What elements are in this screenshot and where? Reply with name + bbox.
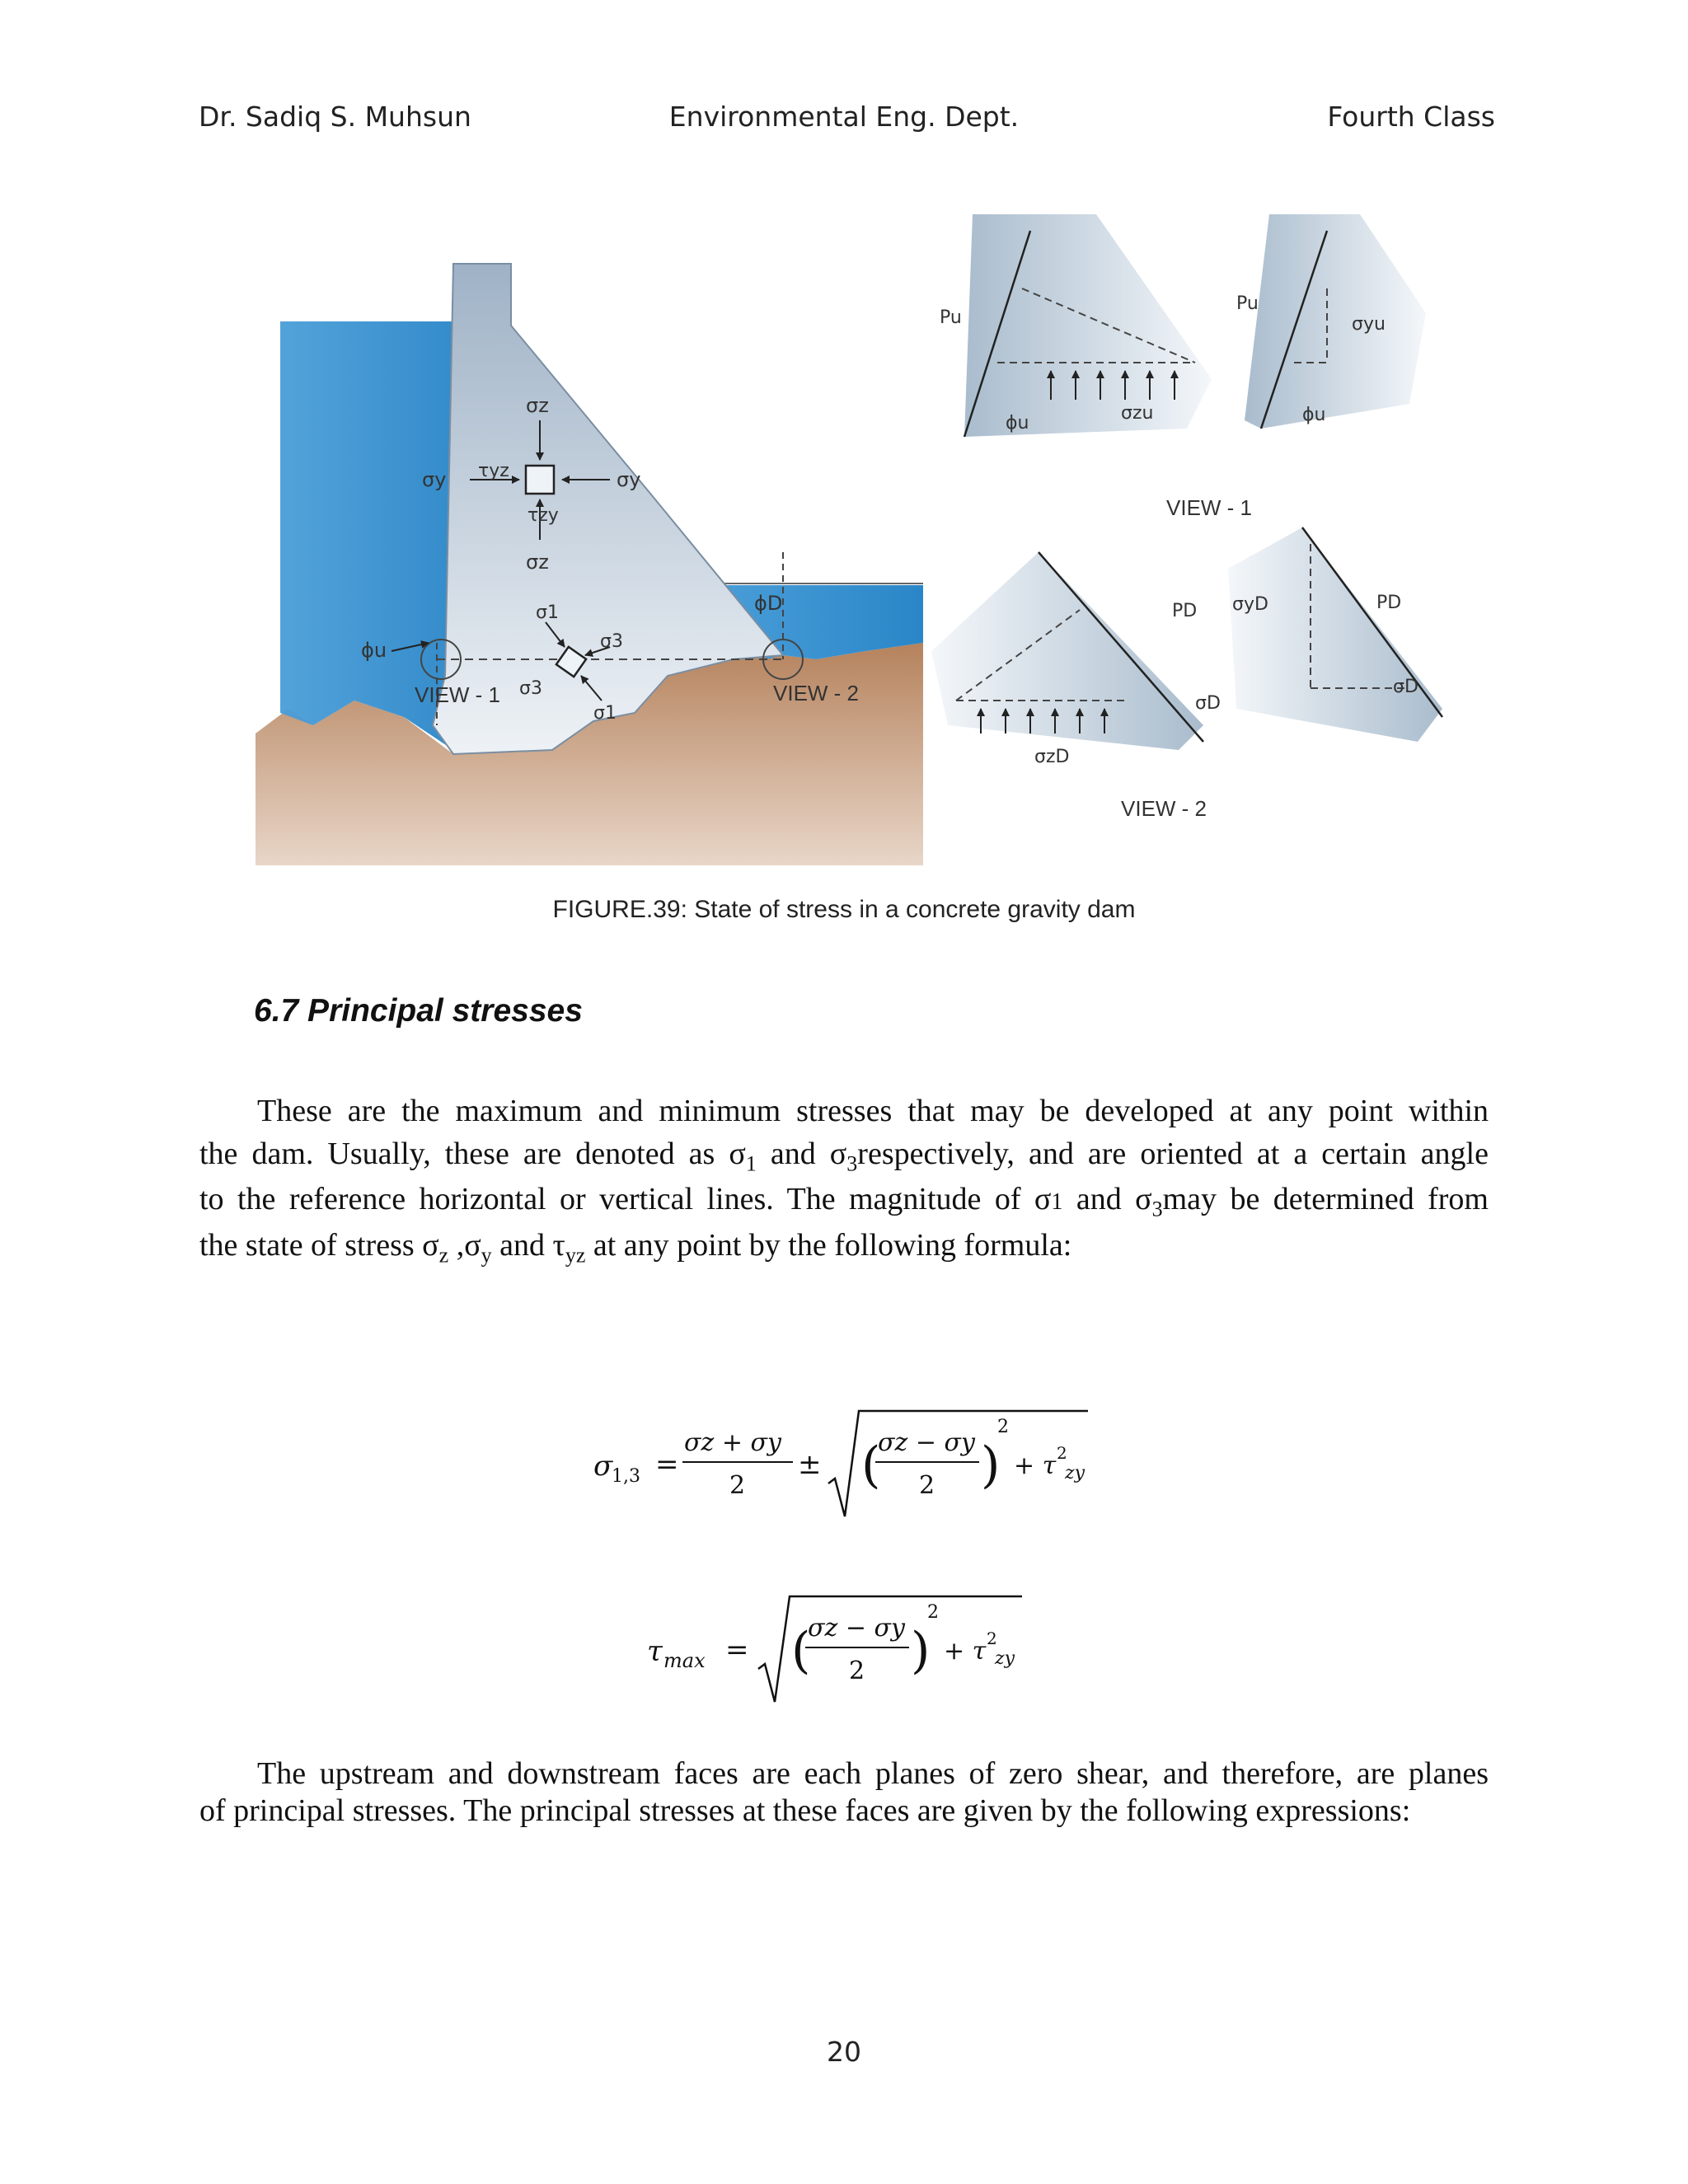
svg-text:σz + σy: σz + σy [684, 1428, 781, 1457]
svg-text:τ: τ [647, 1635, 663, 1668]
label-sigma-1-top: σ1 [536, 602, 559, 623]
page-number: 20 [827, 2036, 861, 2068]
label-sigma-d-view2b: σD [1393, 677, 1418, 697]
header-author: Dr. Sadiq S. Muhsun [199, 101, 471, 133]
svg-text:(: ( [791, 1622, 811, 1680]
para2-line1: The upstream and downstream faces are each planes of zero shear, and therefore, are planes [257, 1756, 1489, 1791]
svg-text:1,3: 1,3 [612, 1466, 640, 1487]
view-1-label: VIEW - 1 [415, 682, 501, 707]
label-p-d-view2b: PD [1376, 593, 1402, 613]
label-phi-u: ϕu [361, 639, 387, 662]
para1-line3: to the reference horizontal or vertical lines. The magnitude of σ1 and $\sigma_3may$ be determined from [199, 1182, 1489, 1221]
label-sigma-zu: σzu [1121, 403, 1154, 424]
para1-line1: These are the maximum and minimum stresses that may be developed at any point within [257, 1094, 1489, 1128]
svg-text:±: ± [798, 1448, 822, 1481]
caption-prefix: FIGURE [552, 896, 646, 923]
paragraph-zero-shear [199, 1755, 1489, 1830]
label-sigma-y-left: σy [422, 468, 447, 491]
svg-text:2: 2 [849, 1657, 865, 1685]
label-phi-d: ϕD [754, 592, 783, 615]
section-heading: 6.7 Principal stresses [254, 993, 583, 1029]
label-sigma-3-left: σ3 [519, 678, 542, 699]
label-sigma-z-bottom: σz [526, 551, 549, 574]
label-sigma-1-bottom: σ1 [593, 703, 617, 724]
svg-text:(: ( [861, 1436, 881, 1494]
svg-text:+ τ: + τ [1014, 1451, 1057, 1480]
para1-line2: the dam. Usually, these are denoted as $\sigma_1$ and $\sigma_3respectively$, and are oriented at a certain angle [199, 1137, 1489, 1176]
figure-caption [0, 896, 1688, 924]
stress-element [526, 466, 554, 494]
label-p-u-view1a: Pu [940, 307, 962, 328]
label-sigma-d-view2a: σD [1195, 693, 1221, 714]
paragraph-principal-stresses [199, 1092, 1489, 1267]
label-sigma-y-right: σy [617, 468, 641, 491]
caption-text: .39: State of stress in a concrete gravity dam [645, 896, 1136, 923]
view-2-label: VIEW - 2 [773, 681, 860, 705]
svg-text:): ) [981, 1436, 1001, 1494]
svg-text:2: 2 [997, 1417, 1009, 1437]
para2-line2: of principal stresses. The principal stresses at these faces are given by the following expressions: [199, 1793, 1411, 1828]
label-sigma-z-top: σz [526, 394, 549, 417]
svg-text:+ τ: + τ [944, 1637, 987, 1666]
svg-text:2: 2 [729, 1471, 746, 1500]
equation-max-shear [643, 1578, 1071, 1710]
svg-text:): ) [911, 1622, 931, 1680]
label-sigma-zd: σzD [1034, 747, 1070, 767]
svg-text:2: 2 [927, 1602, 939, 1623]
label-p-u-view1b: Pu [1236, 293, 1259, 314]
dam-stress-figure [239, 214, 1475, 882]
svg-text:=: = [725, 1633, 749, 1666]
view-2-panel-label: VIEW - 2 [1121, 796, 1207, 821]
view-1-panel-label: VIEW - 1 [1166, 495, 1253, 520]
label-sigma-yd: σyD [1232, 594, 1268, 615]
para1-line4: the state of stress $\sigma_z$ $,\sigma_y$ and $\tau_{yz}$ at any point by the following formula: [199, 1228, 1072, 1268]
svg-text:max: max [663, 1649, 706, 1672]
view-1-panel-a [964, 214, 1212, 437]
label-p-d-view2a: PD [1172, 601, 1198, 621]
svg-text:σ: σ [593, 1450, 613, 1483]
svg-text:zy: zy [995, 1648, 1015, 1669]
view-2-panel-b [1228, 527, 1442, 742]
header-department: Environmental Eng. Dept. [668, 101, 1020, 133]
label-phi-u-view1a: ϕu [1006, 413, 1029, 434]
view-2-panel-a [931, 552, 1203, 750]
label-tau-yz: τyz [478, 461, 509, 481]
label-sigma-3-right: σ3 [600, 631, 623, 652]
svg-text:σz − σy: σz − σy [808, 1614, 905, 1643]
svg-text:=: = [655, 1448, 679, 1481]
svg-text:2: 2 [987, 1629, 997, 1648]
svg-text:zy: zy [1065, 1463, 1085, 1483]
label-sigma-yu: σyu [1352, 314, 1386, 335]
svg-text:2: 2 [919, 1471, 935, 1500]
svg-text:2: 2 [1057, 1443, 1067, 1463]
label-tau-zy: τzy [528, 505, 559, 526]
label-phi-u-view1b: ϕu [1302, 405, 1326, 425]
svg-text:σz − σy: σz − σy [878, 1428, 975, 1457]
equation-principal-stresses [577, 1393, 1154, 1525]
header-class: Fourth Class [1327, 101, 1495, 133]
